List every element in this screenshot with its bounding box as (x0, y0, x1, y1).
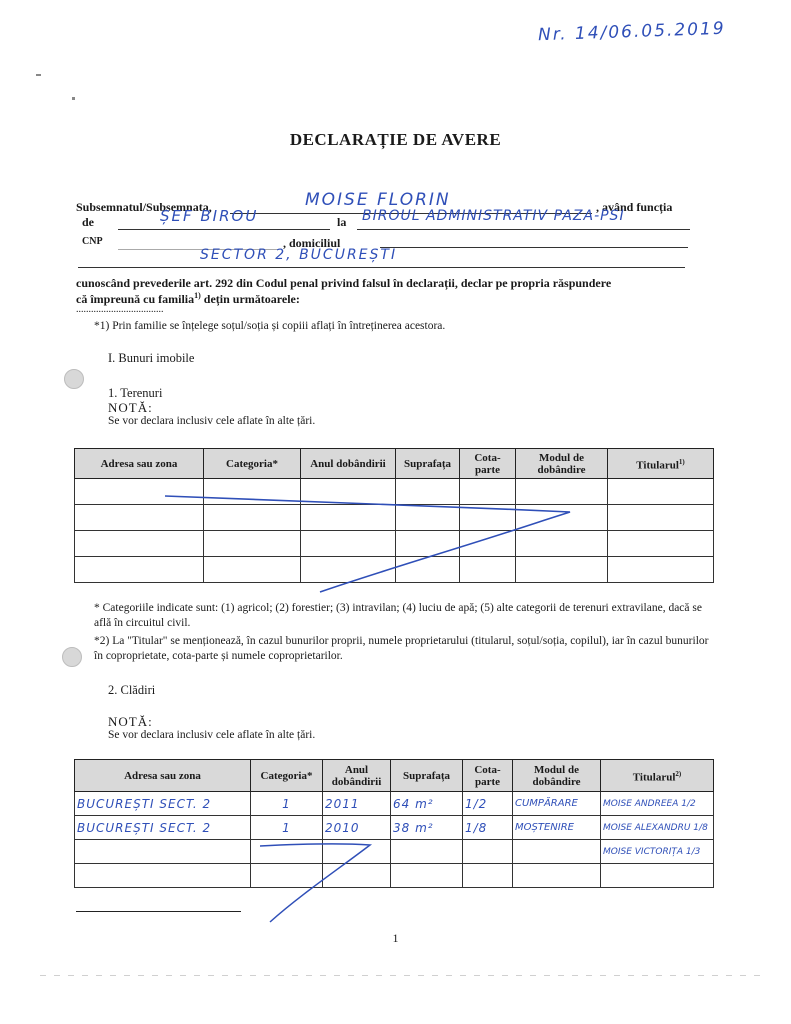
nota-label: NOTĂ: (108, 400, 153, 415)
cell-cota: 1/2 (463, 792, 513, 816)
titular-note: *2) La "Titular" se menționează, în cazul bunurilor proprii, numele proprietarului (titularul, soțul/soția, copilul), iar în cazul bunurilor în coproprietate, cota-parte și numele coproprietarilor. (94, 635, 709, 662)
header-cota: Cota-parte (460, 449, 516, 479)
nota-text-2: Se vor declara inclusiv cele aflate în alte țări. (108, 729, 316, 741)
cell-categoria: 1 (251, 816, 323, 840)
header-cota: Cota-parte (463, 760, 513, 792)
header-suprafata: Suprafața (396, 449, 460, 479)
header-titular-text: Titularul (636, 459, 679, 472)
header-anul: Anul dobândirii (301, 449, 396, 479)
subsemnatul-label: Subsemnatul/Subsemnata, (76, 200, 212, 214)
dotted-line: ................................... (76, 304, 164, 315)
header-categoria: Categoria* (251, 760, 323, 792)
scan-artifact (40, 975, 760, 976)
statement-text: că împreună cu familia (76, 292, 195, 306)
section-heading-bunuri: I. Bunuri imobile (108, 351, 195, 365)
statement-line-1: cunoscând prevederile art. 292 din Codul penal privind falsul în declarații, declar pe propria răspundere (76, 276, 612, 290)
subheading-terenuri: 1. Terenuri (108, 386, 163, 400)
header-titular-text: Titularul (632, 771, 676, 784)
cell-modul: CUMPĂRARE (513, 792, 601, 816)
cell-cota: 1/8 (463, 816, 513, 840)
de-label: de (82, 215, 94, 229)
cell-anul: 2011 (323, 792, 391, 816)
domiciliul-label: , domiciliul (283, 236, 341, 250)
statement-footnote-mark: 1) (194, 291, 201, 300)
header-modul: Modul de dobândire (513, 760, 601, 792)
statement-text-end: dețin următoarele: (200, 292, 300, 306)
footnote-family: *1) Prin familie se înțelege soțul/soția și copiii aflați în întreținerea acestora. (94, 320, 446, 332)
header-adresa: Adresa sau zona (75, 449, 204, 479)
titular-footnote-mark: 1) (678, 457, 685, 466)
functia-value: ȘEF BIROU (160, 207, 259, 225)
subheading-cladiri: 2. Clădiri (108, 683, 156, 697)
header-adresa: Adresa sau zona (75, 760, 251, 792)
titular-footnote-mark: 2) (675, 769, 682, 778)
registration-number: Nr. 14/06.05.2019 (537, 18, 726, 46)
la-label: la (337, 215, 347, 229)
cell-modul: MOȘTENIRE (513, 816, 601, 840)
nota-label-2: NOTĂ: (108, 714, 153, 729)
page-title: DECLARAȚIE DE AVERE (289, 130, 502, 149)
footnote-separator (76, 911, 241, 912)
cell-anul: 2010 (323, 816, 391, 840)
cell-titular: MOISE ANDREEA 1/2 (601, 792, 714, 816)
header-suprafata: Suprafața (391, 760, 463, 792)
cell-adresa: BUCUREȘTI SECT. 2 (75, 792, 251, 816)
cnp-label: CNP (82, 236, 103, 247)
header-modul: Modul de dobândire (516, 449, 608, 479)
functia-label: , având funcția (596, 200, 673, 214)
nota-text: Se vor declara inclusiv cele aflate în alte țări. (108, 415, 316, 427)
cell-titular: MOISE ALEXANDRU 1/8 (601, 816, 714, 840)
header-anul: Anul dobândirii (323, 760, 391, 792)
header-categoria: Categoria* (204, 449, 301, 479)
declarant-name: MOISE FLORIN (305, 190, 451, 210)
cell-suprafata: 38 m² (391, 816, 463, 840)
cell-categoria: 1 (251, 792, 323, 816)
domiciliul-value: SECTOR 2, BUCUREȘTI (200, 247, 398, 263)
cell-adresa: BUCUREȘTI SECT. 2 (75, 816, 251, 840)
cell-titular: MOISE VICTORIȚA 1/3 (601, 840, 714, 864)
institutia-value: BIROUL ADMINISTRATIV PAZA-PSI (362, 208, 625, 224)
cell-suprafata: 64 m² (391, 792, 463, 816)
categories-note: * Categoriile indicate sunt: (1) agricol; (2) forestier; (3) intravilan; (4) luciu de apă; (5) alte categorii de terenuri extravilane, dacă se află în circuitul civil. (94, 602, 702, 629)
page-number: 1 (392, 931, 399, 945)
